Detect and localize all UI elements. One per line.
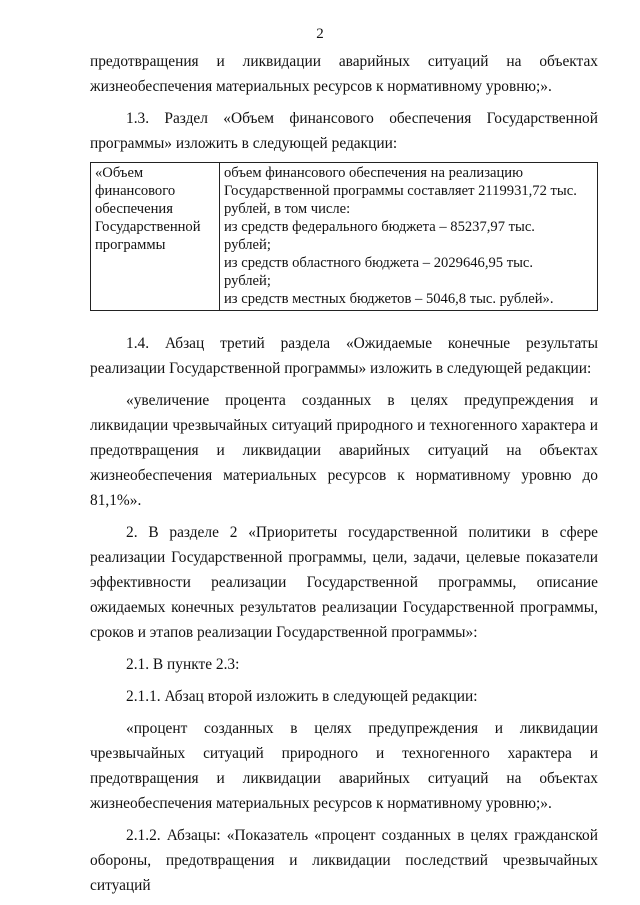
paragraph-2-1-2: 2.1.2. Абзацы: «Показатель «процент созданных в целях гражданской обороны, предотвращения и ликвидации последствий чрезвычайных ситуаций [90, 827, 598, 894]
paragraph-1-4: 1.4. Абзац третий раздела «Ожидаемые конечные результаты реализации Государственной программы» изложить в следующей редакции: [90, 335, 598, 377]
quote-paragraph-1: «увеличение процента созданных в целях предупреждения и ликвидации чрезвычайных ситуаций природного и техногенного характера и предотвращения и ликвидации аварийных ситуаций на объектах жизнеобеспечения материальных ресурсов к нормативному уровню до 81,1%». [90, 392, 598, 509]
cell-line: «Объем [95, 165, 144, 181]
cell-line: рублей; [224, 273, 271, 289]
cell-line: объем финансового обеспечения на реализацию [224, 165, 523, 181]
cell-line: из средств федерального бюджета – 85237,97 тыс. [224, 219, 535, 235]
financing-table [90, 162, 598, 311]
page-number: 2 [316, 26, 324, 42]
paragraph-2-1-1: 2.1.1. Абзац второй изложить в следующей редакции: [126, 688, 478, 705]
cell-line: программы [95, 237, 166, 253]
table-cell-content [220, 163, 598, 311]
cell-line: из средств местных бюджетов – 5046,8 тыс. рублей». [224, 291, 554, 307]
cell-line: рублей; [224, 237, 271, 253]
paragraph-2: 2. В разделе 2 «Приоритеты государственной политики в сфере реализации Государственной программы, цели, задачи, целевые показатели эффективности реализации Государственной программы, описание ожидаемых конечных результатов реализации Государственной программы, сроков и этапов реализации Государственной программы»: [90, 524, 598, 641]
paragraph-2-1: 2.1. В пункте 2.3: [126, 656, 240, 673]
cell-line: Государственной программы составляет 2119931,72 тыс. [224, 183, 577, 199]
cell-line: Государственной [95, 219, 201, 235]
table-cell-label [91, 163, 220, 311]
cell-line: из средств областного бюджета – 2029646,95 тыс. [224, 255, 534, 271]
table-row [91, 163, 598, 311]
intro-paragraph: предотвращения и ликвидации аварийных ситуаций на объектах жизнеобеспечения материальных ресурсов к нормативному уровню;». [90, 53, 598, 95]
document-body [90, 49, 598, 898]
paragraph-1-3: 1.3. Раздел «Объем финансового обеспечения Государственной программы» изложить в следующей редакции: [90, 110, 598, 152]
cell-line: финансового [95, 183, 176, 199]
cell-line: рублей, в том числе: [224, 201, 351, 217]
quote-paragraph-2: «процент созданных в целях предупреждения и ликвидации чрезвычайных ситуаций природного и техногенного характера и предотвращения и ликвидации аварийных ситуаций на объектах жизнеобеспечения материальных ресурсов к нормативному уровню;». [90, 720, 598, 812]
cell-line: обеспечения [95, 201, 173, 217]
